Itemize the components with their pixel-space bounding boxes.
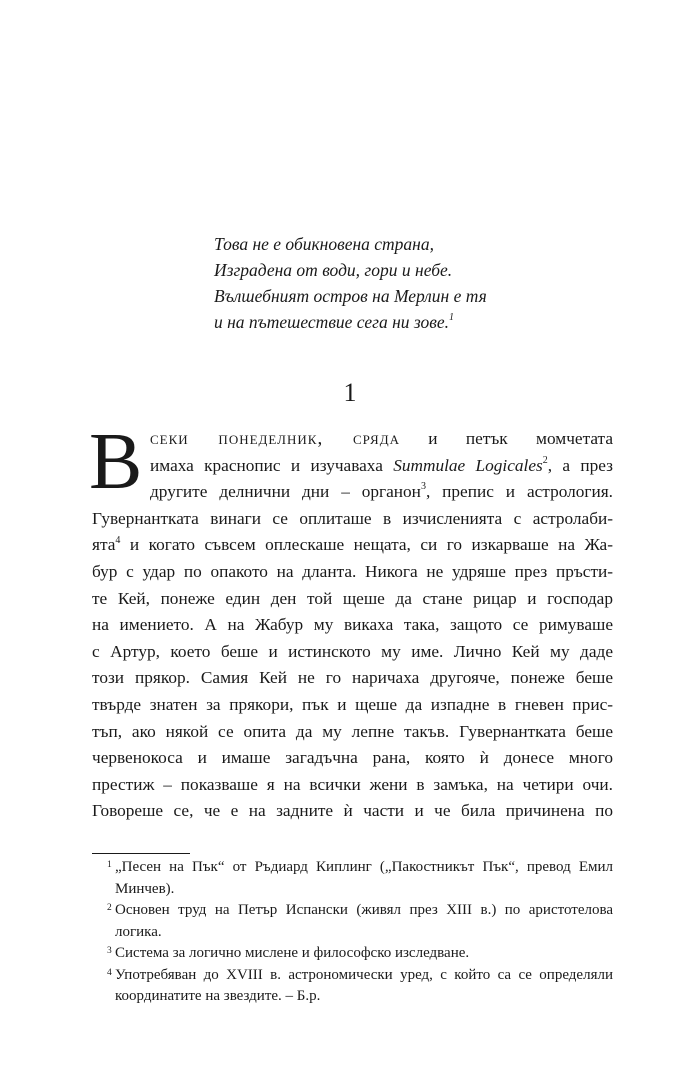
footnote-line: „Песен на Пък“ от Ръдиард Киплинг („Пакостникът Пък“, превод Емил (115, 859, 613, 875)
text-line: Гувернантката винаги се оплиташе в изчисленията с астролаби- (92, 508, 613, 528)
footnote-number: 3 (107, 946, 112, 956)
footnote-number: 2 (107, 903, 112, 913)
footnote-reference: 1 (448, 312, 454, 324)
text-line: Говореше се, че е на задните ѝ части и че била причинена по (92, 801, 613, 821)
chapter-body (89, 418, 613, 825)
text-line: престиж – показваше я на всички жени в замъка, на четири очи. (92, 774, 613, 794)
text-line: на имението. А на Жабур му викаха така, защото се римуваше (92, 615, 613, 635)
footnotes (92, 857, 613, 1008)
epigraph-line-text: и на пътешествие сега ни зове. (214, 312, 449, 332)
text-line (92, 426, 613, 453)
text-line: този прякор. Самия Кей не го наричаха другояче, понеже беше (92, 668, 613, 688)
footnote-line: Основен труд на Петър Испански (живял през XIII в.) по аристотелова (115, 902, 613, 918)
text-line (92, 453, 613, 480)
epigraph-line: Вълшебният остров на Мерлин е тя (214, 286, 487, 306)
text-span: , препис и астрология. (425, 482, 613, 502)
text-line: бур с удар по опакото на дланта. Никога не удряше през пръсти- (92, 561, 613, 581)
text-span: имаха краснопис и изучаваха (150, 455, 394, 475)
text-line: червенокоса и имаше загадъчна рана, която ѝ донесе много (92, 748, 613, 768)
epigraph-line (214, 309, 554, 335)
opening-small-caps: секи понеделник, сряда (150, 428, 400, 449)
text-span: ята (92, 535, 116, 555)
footnote-reference: 4 (115, 534, 121, 546)
text-line: те Кей, понеже един ден той щеше да стане рицар и господар (92, 588, 613, 608)
footnote-line: логика. (115, 923, 162, 940)
chapter-number: 1 (343, 378, 357, 407)
epigraph (214, 231, 554, 335)
footnote-line: Употребяван до XVIII в. астрономически уред, с който са се определяли (115, 966, 613, 983)
epigraph-line: Това не е обикновена страна, (214, 234, 434, 254)
text-line: твърде знатен за прякори, пък и щеше да изпадне в гневен прис- (92, 694, 613, 714)
footnote-number: 4 (107, 967, 112, 978)
footnote-reference: 3 (420, 481, 426, 493)
text-line (92, 532, 613, 559)
text-line (92, 479, 613, 506)
book-title-italic: Summulae Logicales (393, 455, 543, 475)
footnote-line: координатите на звездите. – Б.р. (115, 988, 321, 1004)
footnote-item (92, 965, 613, 1008)
text-line: тъп, ако някой се опита да му лепне такъв. Гувернантката беше (92, 721, 613, 741)
footnote-line: Система за логично мислене и философско изследване. (115, 945, 470, 961)
footnote-item (92, 943, 613, 965)
footnote-item (92, 900, 613, 943)
text-line: с Артур, което беше и истинското му име. Лично Кей му даде (92, 641, 613, 661)
drop-cap: В (89, 418, 143, 506)
footnote-number: 1 (107, 860, 112, 870)
footnote-line: Минчев). (115, 880, 175, 897)
text-span: и когато съвсем оплескаше нещата, си го изкарваше на Жа- (120, 535, 613, 555)
text-span: другите делнични дни – органон (150, 482, 421, 502)
text-span: и петък момчетата (399, 429, 613, 448)
footnote-divider (92, 853, 190, 854)
footnote-item (92, 857, 613, 900)
epigraph-line: Изградена от води, гори и небе. (214, 260, 453, 280)
footnote-reference: 2 (542, 454, 548, 466)
text-span: , а през (547, 455, 613, 475)
